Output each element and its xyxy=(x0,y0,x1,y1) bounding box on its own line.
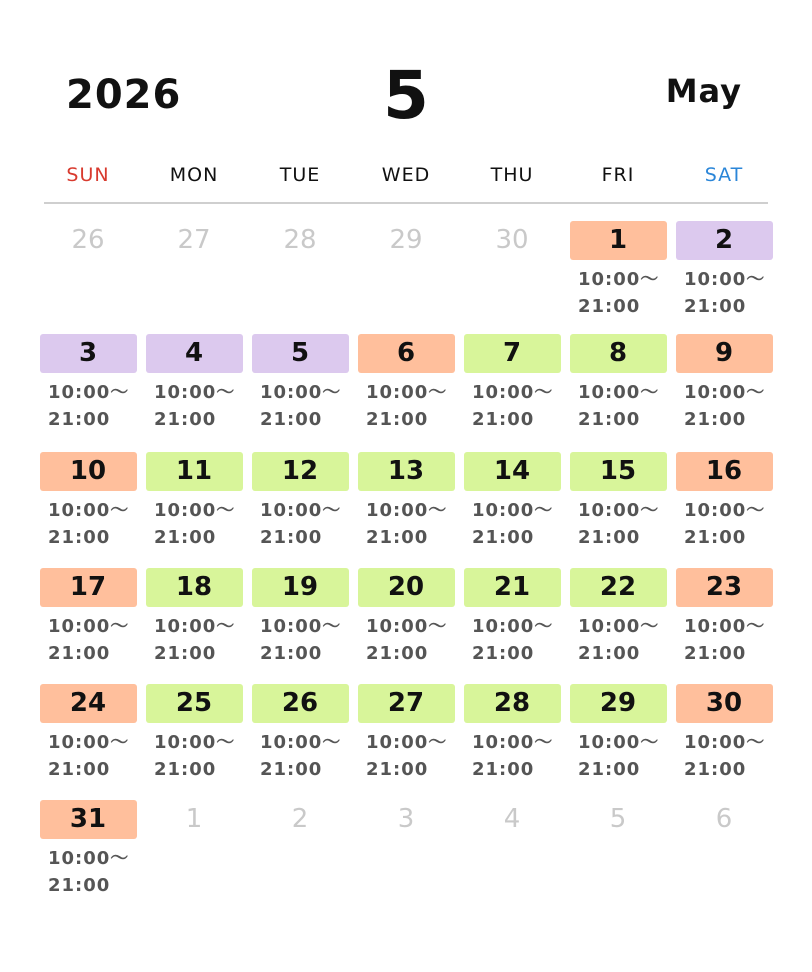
opening-hours xyxy=(48,845,141,899)
weekday-tue: TUE xyxy=(279,164,321,186)
calendar-day-cell[interactable] xyxy=(459,684,565,800)
close-time: 21:00 xyxy=(366,409,429,430)
close-time: 21:00 xyxy=(366,643,429,664)
close-time: 21:00 xyxy=(48,527,111,548)
calendar-day-cell[interactable] xyxy=(353,452,459,568)
close-time: 21:00 xyxy=(472,409,535,430)
opening-hours xyxy=(366,497,459,551)
day-number: 26 xyxy=(71,225,105,255)
opening-hours xyxy=(260,729,353,783)
open-time: 10:00〜 xyxy=(48,732,130,753)
calendar-cell-other-month xyxy=(459,800,565,916)
open-time: 10:00〜 xyxy=(578,732,660,753)
opening-hours xyxy=(578,613,671,667)
day-number: 28 xyxy=(283,225,317,255)
close-time: 21:00 xyxy=(154,643,217,664)
close-time: 21:00 xyxy=(48,875,111,896)
open-time: 10:00〜 xyxy=(260,616,342,637)
close-time: 21:00 xyxy=(578,527,641,548)
calendar-day-cell[interactable] xyxy=(671,684,777,800)
calendar-day-cell[interactable] xyxy=(671,221,777,334)
opening-hours xyxy=(366,613,459,667)
open-time: 10:00〜 xyxy=(48,500,130,521)
close-time: 21:00 xyxy=(260,527,323,548)
opening-hours xyxy=(154,613,247,667)
day-number: 22 xyxy=(570,568,667,607)
open-time: 10:00〜 xyxy=(366,382,448,403)
opening-hours xyxy=(684,613,777,667)
day-number: 2 xyxy=(676,221,773,260)
day-number: 7 xyxy=(464,334,561,373)
open-time: 10:00〜 xyxy=(684,732,766,753)
year-label: 2026 xyxy=(66,72,182,118)
opening-hours xyxy=(366,729,459,783)
close-time: 21:00 xyxy=(48,759,111,780)
open-time: 10:00〜 xyxy=(366,616,448,637)
day-number: 11 xyxy=(146,452,243,491)
day-number: 20 xyxy=(358,568,455,607)
opening-hours xyxy=(578,497,671,551)
day-number: 1 xyxy=(185,804,203,834)
open-time: 10:00〜 xyxy=(154,616,236,637)
month-number: 5 xyxy=(383,57,429,134)
close-time: 21:00 xyxy=(472,643,535,664)
month-name: May xyxy=(665,72,742,110)
opening-hours xyxy=(578,379,671,433)
open-time: 10:00〜 xyxy=(366,732,448,753)
open-time: 10:00〜 xyxy=(684,382,766,403)
calendar-day-cell[interactable] xyxy=(141,684,247,800)
day-number: 8 xyxy=(570,334,667,373)
calendar-week-row xyxy=(35,568,777,684)
calendar-day-cell[interactable] xyxy=(141,334,247,452)
calendar-day-cell[interactable] xyxy=(35,684,141,800)
day-number: 30 xyxy=(495,225,529,255)
day-number: 5 xyxy=(252,334,349,373)
calendar-day-cell[interactable] xyxy=(353,568,459,684)
open-time: 10:00〜 xyxy=(154,382,236,403)
calendar-cell-other-month xyxy=(247,800,353,916)
weekday-sun: SUN xyxy=(66,164,110,186)
close-time: 21:00 xyxy=(684,759,747,780)
day-number: 4 xyxy=(146,334,243,373)
opening-hours xyxy=(366,379,459,433)
close-time: 21:00 xyxy=(260,409,323,430)
close-time: 21:00 xyxy=(260,759,323,780)
opening-hours xyxy=(472,729,565,783)
day-number: 28 xyxy=(464,684,561,723)
calendar-day-cell[interactable] xyxy=(459,452,565,568)
calendar-day-cell[interactable] xyxy=(459,334,565,452)
opening-hours xyxy=(154,379,247,433)
opening-hours xyxy=(48,497,141,551)
open-time: 10:00〜 xyxy=(154,500,236,521)
open-time: 10:00〜 xyxy=(260,500,342,521)
calendar-day-cell[interactable] xyxy=(459,568,565,684)
open-time: 10:00〜 xyxy=(48,616,130,637)
open-time: 10:00〜 xyxy=(578,616,660,637)
close-time: 21:00 xyxy=(154,527,217,548)
opening-hours xyxy=(260,613,353,667)
close-time: 21:00 xyxy=(684,527,747,548)
weekday-header-row xyxy=(35,164,777,186)
opening-hours xyxy=(684,379,777,433)
open-time: 10:00〜 xyxy=(154,732,236,753)
close-time: 21:00 xyxy=(472,759,535,780)
calendar-cell-other-month xyxy=(247,221,353,334)
calendar-grid xyxy=(35,221,777,916)
day-number: 9 xyxy=(676,334,773,373)
day-number: 4 xyxy=(503,804,521,834)
open-time: 10:00〜 xyxy=(578,382,660,403)
open-time: 10:00〜 xyxy=(578,269,660,290)
opening-hours xyxy=(684,497,777,551)
calendar-week-row xyxy=(35,334,777,452)
close-time: 21:00 xyxy=(366,759,429,780)
open-time: 10:00〜 xyxy=(578,500,660,521)
day-number: 23 xyxy=(676,568,773,607)
day-number: 27 xyxy=(358,684,455,723)
day-number: 17 xyxy=(40,568,137,607)
weekday-sat: SAT xyxy=(704,164,744,186)
opening-hours xyxy=(154,497,247,551)
day-number: 25 xyxy=(146,684,243,723)
calendar-day-cell[interactable] xyxy=(353,684,459,800)
day-number: 29 xyxy=(389,225,423,255)
calendar-day-cell[interactable] xyxy=(141,568,247,684)
open-time: 10:00〜 xyxy=(260,732,342,753)
opening-hours xyxy=(472,379,565,433)
calendar-day-cell[interactable] xyxy=(35,568,141,684)
day-number: 26 xyxy=(252,684,349,723)
close-time: 21:00 xyxy=(578,643,641,664)
calendar-day-cell[interactable] xyxy=(353,334,459,452)
day-number: 15 xyxy=(570,452,667,491)
close-time: 21:00 xyxy=(48,643,111,664)
open-time: 10:00〜 xyxy=(472,382,554,403)
open-time: 10:00〜 xyxy=(48,848,130,869)
day-number: 18 xyxy=(146,568,243,607)
open-time: 10:00〜 xyxy=(684,269,766,290)
calendar-day-cell[interactable] xyxy=(565,221,671,334)
calendar-day-cell[interactable] xyxy=(671,452,777,568)
opening-hours xyxy=(48,379,141,433)
opening-hours xyxy=(48,729,141,783)
calendar-week-row xyxy=(35,221,777,334)
close-time: 21:00 xyxy=(578,759,641,780)
open-time: 10:00〜 xyxy=(684,500,766,521)
close-time: 21:00 xyxy=(154,759,217,780)
calendar-cell-other-month xyxy=(141,800,247,916)
calendar-day-cell[interactable] xyxy=(35,452,141,568)
open-time: 10:00〜 xyxy=(472,732,554,753)
day-number: 19 xyxy=(252,568,349,607)
day-number: 3 xyxy=(40,334,137,373)
close-time: 21:00 xyxy=(366,527,429,548)
opening-hours xyxy=(684,729,777,783)
calendar-day-cell[interactable] xyxy=(565,452,671,568)
calendar-day-cell[interactable] xyxy=(671,334,777,452)
close-time: 21:00 xyxy=(48,409,111,430)
close-time: 21:00 xyxy=(684,296,747,317)
calendar-cell-other-month xyxy=(141,221,247,334)
day-number: 10 xyxy=(40,452,137,491)
opening-hours xyxy=(260,379,353,433)
open-time: 10:00〜 xyxy=(366,500,448,521)
opening-hours xyxy=(48,613,141,667)
close-time: 21:00 xyxy=(684,643,747,664)
day-number: 5 xyxy=(609,804,627,834)
calendar-day-cell[interactable] xyxy=(35,334,141,452)
opening-hours xyxy=(578,729,671,783)
open-time: 10:00〜 xyxy=(48,382,130,403)
open-time: 10:00〜 xyxy=(472,616,554,637)
opening-hours xyxy=(260,497,353,551)
calendar-day-cell[interactable] xyxy=(247,452,353,568)
calendar-cell-other-month xyxy=(353,800,459,916)
open-time: 10:00〜 xyxy=(260,382,342,403)
calendar-cell-other-month xyxy=(353,221,459,334)
close-time: 21:00 xyxy=(472,527,535,548)
calendar-day-cell[interactable] xyxy=(565,684,671,800)
open-time: 10:00〜 xyxy=(472,500,554,521)
weekday-wed: WED xyxy=(381,164,431,186)
header-divider xyxy=(44,202,768,204)
opening-hours xyxy=(684,266,777,320)
day-number: 21 xyxy=(464,568,561,607)
open-time: 10:00〜 xyxy=(684,616,766,637)
day-number: 14 xyxy=(464,452,561,491)
calendar-week-row xyxy=(35,800,777,916)
weekday-thu: THU xyxy=(490,164,534,186)
calendar-day-cell[interactable] xyxy=(141,452,247,568)
calendar-week-row xyxy=(35,684,777,800)
calendar-cell-other-month xyxy=(565,800,671,916)
day-number: 6 xyxy=(358,334,455,373)
day-number: 30 xyxy=(676,684,773,723)
weekday-fri: FRI xyxy=(601,164,635,186)
day-number: 12 xyxy=(252,452,349,491)
day-number: 24 xyxy=(40,684,137,723)
day-number: 31 xyxy=(40,800,137,839)
opening-hours xyxy=(472,613,565,667)
calendar-week-row xyxy=(35,452,777,568)
calendar-cell-other-month xyxy=(671,800,777,916)
close-time: 21:00 xyxy=(578,409,641,430)
day-number: 2 xyxy=(291,804,309,834)
day-number: 29 xyxy=(570,684,667,723)
day-number: 13 xyxy=(358,452,455,491)
calendar-day-cell[interactable] xyxy=(35,800,141,916)
calendar-cell-other-month xyxy=(35,221,141,334)
calendar-day-cell[interactable] xyxy=(565,568,671,684)
calendar-day-cell[interactable] xyxy=(565,334,671,452)
day-number: 1 xyxy=(570,221,667,260)
calendar-cell-other-month xyxy=(459,221,565,334)
calendar-day-cell[interactable] xyxy=(247,334,353,452)
close-time: 21:00 xyxy=(154,409,217,430)
opening-hours xyxy=(154,729,247,783)
close-time: 21:00 xyxy=(684,409,747,430)
calendar-day-cell[interactable] xyxy=(247,568,353,684)
close-time: 21:00 xyxy=(578,296,641,317)
day-number: 27 xyxy=(177,225,211,255)
calendar-day-cell[interactable] xyxy=(247,684,353,800)
opening-hours xyxy=(472,497,565,551)
close-time: 21:00 xyxy=(260,643,323,664)
day-number: 16 xyxy=(676,452,773,491)
weekday-mon: MON xyxy=(169,164,219,186)
day-number: 3 xyxy=(397,804,415,834)
opening-hours xyxy=(578,266,671,320)
calendar-day-cell[interactable] xyxy=(671,568,777,684)
day-number: 6 xyxy=(715,804,733,834)
